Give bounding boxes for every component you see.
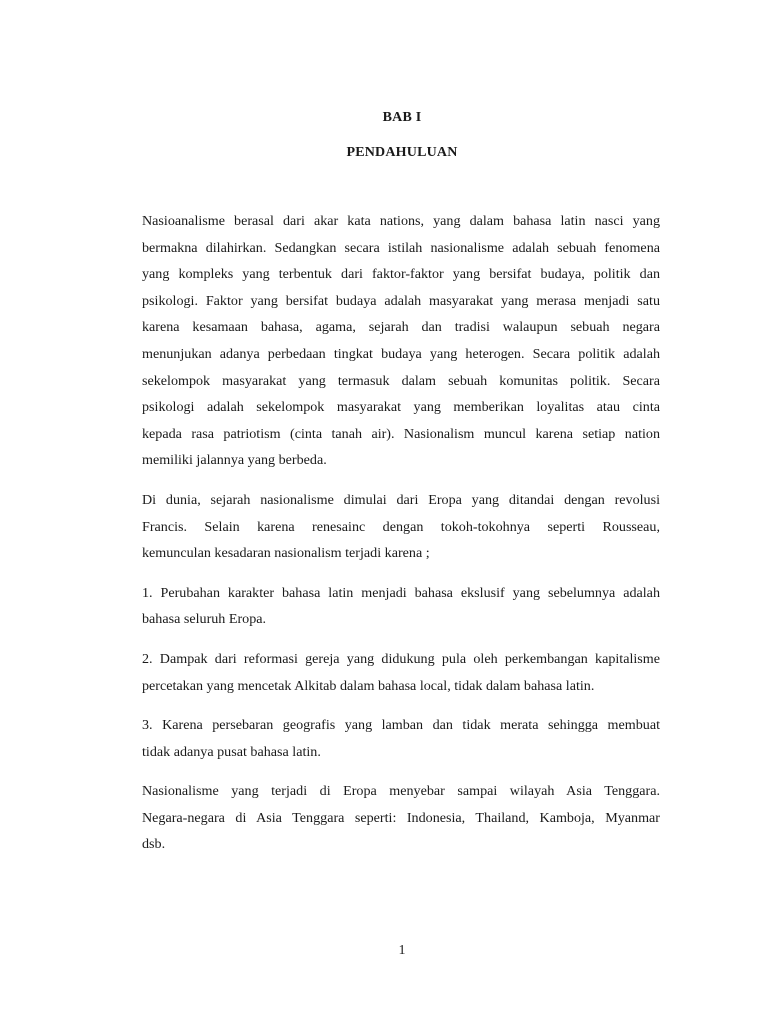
chapter-title: PENDAHULUAN	[346, 145, 458, 160]
text-line: memiliki jalannya yang berbeda.	[142, 452, 327, 469]
text-line: karena kesamaan bahasa, agama, sejarah dan tradisi walaupun sebuah negara	[142, 319, 660, 336]
text-line: tidak adanya pusat bahasa latin.	[142, 743, 321, 760]
text-line: sekelompok masyarakat yang termasuk dalam sebuah komunitas politik. Secara	[142, 372, 660, 389]
paragraph	[142, 487, 660, 567]
chapter-heading: BAB I	[382, 110, 422, 125]
paragraph	[142, 208, 660, 474]
text-line: Nasionalisme yang terjadi di Eropa menyebar sampai wilayah Asia Tenggara.	[142, 783, 660, 800]
list-item	[142, 712, 660, 765]
text-line: 2. Dampak dari reformasi gereja yang didukung pula oleh perkembangan kapitalisme	[142, 650, 660, 667]
text-line: kemunculan kesadaran nasionalism terjadi karena ;	[142, 545, 430, 562]
page-number: 1	[398, 943, 406, 958]
paragraph	[142, 778, 660, 858]
text-line: dsb.	[142, 836, 166, 853]
list-item	[142, 646, 660, 699]
list-item	[142, 580, 660, 633]
text-line: 3. Karena persebaran geografis yang lamban dan tidak merata sehingga membuat	[142, 717, 660, 734]
text-line: Negara-negara di Asia Tenggara seperti: Indonesia, Thailand, Kamboja, Myanmar	[142, 809, 660, 826]
text-line: psikologi adalah sekelompok masyarakat yang memberikan loyalitas atau cinta	[142, 399, 660, 416]
text-line: bermakna dilahirkan. Sedangkan secara istilah nasionalisme adalah sebuah fenomena	[142, 239, 660, 256]
text-line: kepada rasa patriotism (cinta tanah air). Nasionalism muncul karena setiap nation	[142, 425, 660, 442]
text-line: menunjukan adanya perbedaan tingkat budaya yang heterogen. Secara politik adalah	[142, 345, 660, 362]
text-line: psikologi. Faktor yang bersifat budaya adalah masyarakat yang merasa menjadi satu	[142, 292, 660, 309]
text-line: Di dunia, sejarah nasionalisme dimulai dari Eropa yang ditandai dengan revolusi	[142, 491, 660, 508]
document-body	[142, 208, 660, 871]
text-line: 1. Perubahan karakter bahasa latin menjadi bahasa ekslusif yang sebelumnya adalah	[142, 584, 660, 601]
text-line: Francis. Selain karena renesainc dengan tokoh-tokohnya seperti Rousseau,	[142, 518, 660, 535]
text-line: yang kompleks yang terbentuk dari faktor-faktor yang bersifat budaya, politik dan	[142, 266, 660, 283]
text-line: percetakan yang mencetak Alkitab dalam bahasa local, tidak dalam bahasa latin.	[142, 677, 595, 694]
text-line: Nasioanalisme berasal dari akar kata nations, yang dalam bahasa latin nasci yang	[142, 213, 660, 229]
text-line: bahasa seluruh Eropa.	[142, 611, 267, 628]
